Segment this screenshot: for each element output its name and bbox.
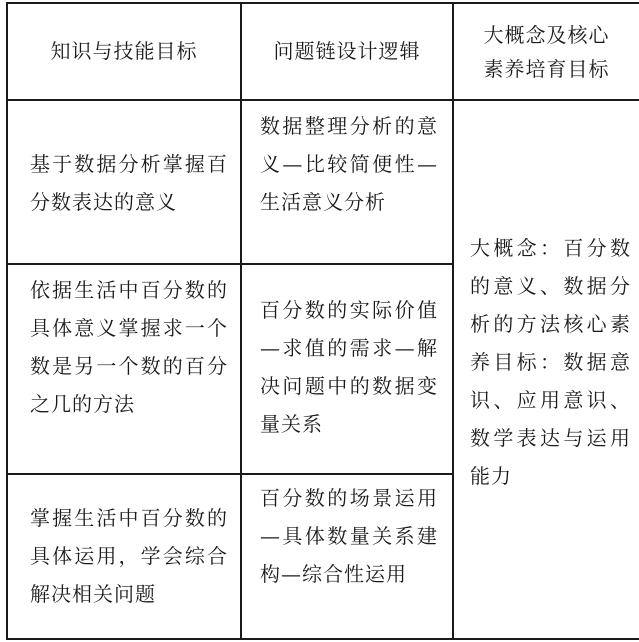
big-concept-goals-text: 大概念：百分数的意义、数据分析的方法核心素养目标：数据意识、应用意识、数学表达与运用能力: [470, 236, 631, 488]
header-knowledge-skills: [8, 4, 240, 99]
header-question-chain-text: 问题链设计逻辑: [273, 39, 421, 63]
row1-knowledge-cell: [8, 101, 240, 263]
header-big-concept-goals: [454, 4, 639, 99]
row2-logic-cell: [242, 265, 452, 473]
row3-knowledge-text: 掌握生活中百分数的具体运用，学会综合解决相关问题: [30, 506, 228, 606]
header-question-chain: [242, 4, 452, 99]
big-concept-goals-cell: [454, 101, 639, 638]
row3-knowledge-cell: [8, 475, 240, 638]
row1-logic-text: 数据整理分析的意义—比较简便性—生活意义分析: [260, 114, 438, 214]
row1-logic-cell: [242, 101, 452, 263]
row2-logic-text: 百分数的实际价值—求值的需求—解决问题中的数据变量关系: [260, 298, 438, 436]
row2-knowledge-text: 依据生活中百分数的具体意义掌握求一个数是另一个数的百分之几的方法: [30, 278, 228, 416]
header-big-concept-goals-text: 大概念及核心素养培育目标: [483, 23, 610, 81]
row3-logic-cell: [242, 475, 452, 638]
header-knowledge-skills-text: 知识与技能目标: [50, 39, 198, 63]
table-bottom-border: [6, 638, 639, 640]
row2-knowledge-cell: [8, 265, 240, 473]
row3-logic-text: 百分数的场景运用—具体数量关系建构—综合性运用: [260, 486, 438, 586]
row1-knowledge-text: 基于数据分析掌握百分数表达的意义: [30, 152, 228, 214]
